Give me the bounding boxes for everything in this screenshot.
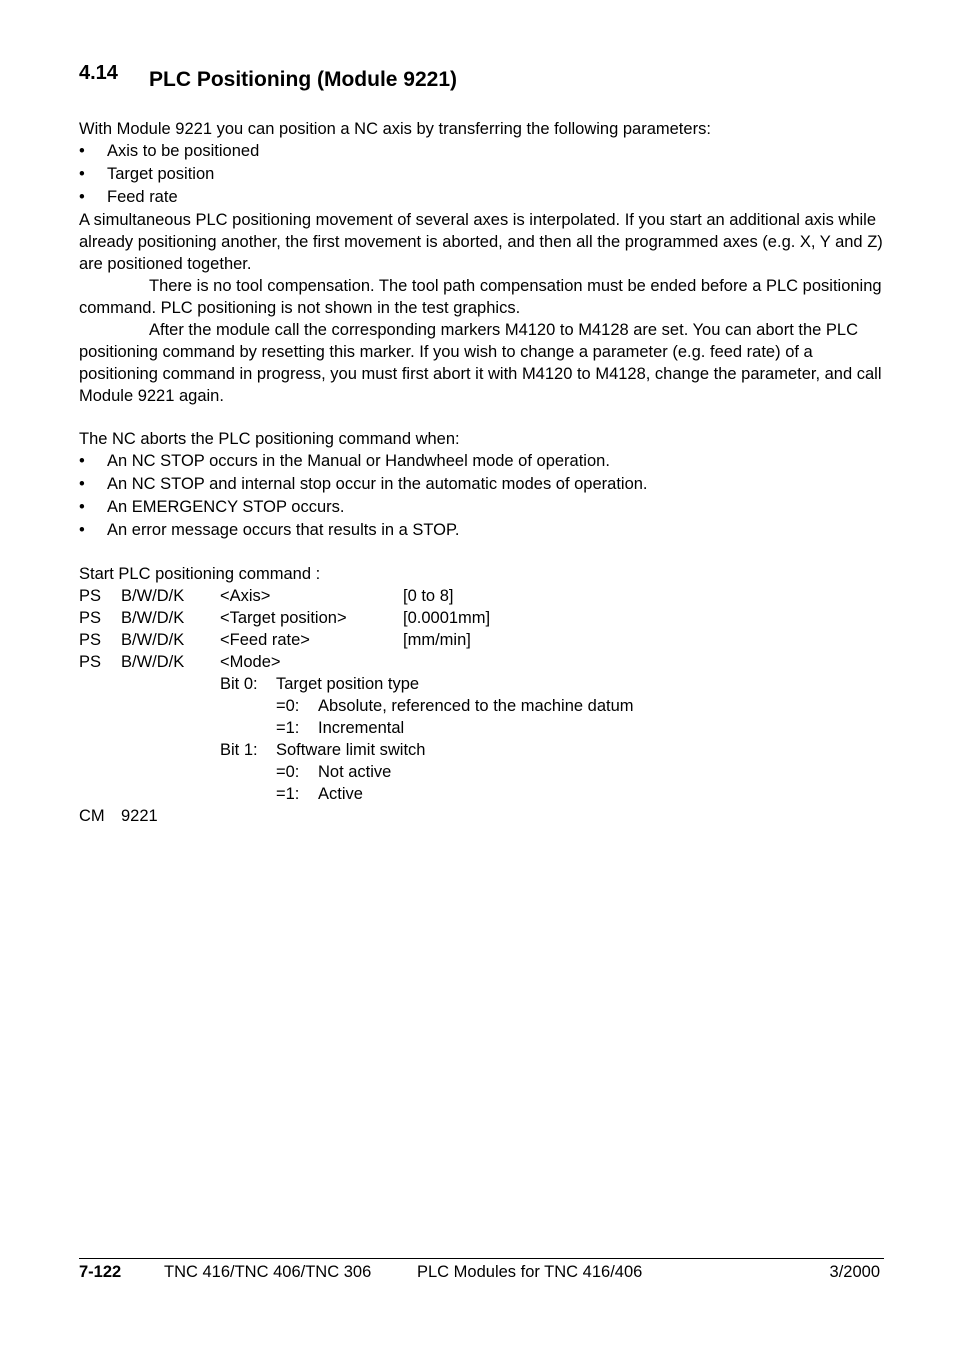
ps-row-target [79,607,889,629]
mode-bit-0-value [79,717,889,739]
module-number: 9221 [121,807,158,825]
bit-desc: Target position type [276,675,420,693]
list-item: • An error message occurs that results in a STOP. [79,519,889,542]
list-item: • Axis to be positioned [79,140,889,163]
start-command-label: Start PLC positioning command : [79,565,321,583]
footer-doc-title: PLC Modules for TNC 416/406 [417,1263,643,1281]
code-type: B/W/D/K [121,631,185,649]
bit-value-desc: Not active [318,763,392,781]
code-block [79,585,889,827]
list-item: • An EMERGENCY STOP occurs. [79,496,889,519]
page-footer [79,1258,884,1281]
code-param: <Axis> [220,587,271,605]
list-item: • An NC STOP occurs in the Manual or Handwheel mode of operation. [79,450,889,473]
code-range: [mm/min] [403,631,471,649]
section-title: PLC Positioning (Module 9221) [149,68,458,91]
parameter-list [79,140,889,209]
code-range: [0.0001mm] [403,609,491,627]
abort-list [79,450,889,542]
marker-paragraph: After the module call the corresponding markers M4120 to M4128 are set. You can abort the PLC positioning command by resetting this marker. If you wish to change a parameter (e.g. feed rate) of a positioning command in progress, you must first abort it with M4120 to M4128, change the parameter, and call Module 9221 again. [79,321,882,405]
mode-bit-0 [79,673,889,695]
interpolation-paragraph: A simultaneous PLC positioning movement of several axes is interpolated. If you start an additional axis while already positioning another, the first movement is aborted, and then all the programmed axes (e.g. X, Y and Z) are positioned together. [79,211,883,273]
compensation-paragraph: There is no tool compensation. The tool path compensation must be ended before a PLC positioning command. PLC positioning is not shown in the test graphics. [79,277,882,317]
bit-label: Bit 0: [220,675,258,693]
code-cmd: PS [79,631,102,649]
abort-intro: The NC aborts the PLC positioning command when: [79,430,460,448]
bit-value-desc: Active [318,785,363,803]
bit-value: =1: [276,719,300,737]
cm-row [79,805,889,827]
bit-value: =0: [276,763,300,781]
bit-value-desc: Absolute, referenced to the machine datum [318,697,634,715]
mode-bit-1-value [79,761,889,783]
mode-bit-1 [79,739,889,761]
footer-model: TNC 416/TNC 406/TNC 306 [164,1263,372,1281]
section-number: 4.14 [79,62,118,84]
code-param: <Mode> [220,653,281,671]
list-item: • Feed rate [79,186,889,209]
code-cmd: PS [79,587,102,605]
page-number: 7-122 [79,1263,122,1281]
bit-label: Bit 1: [220,741,258,759]
intro-paragraph: With Module 9221 you can position a NC axis by transferring the following parameters: [79,120,711,138]
code-param: <Feed rate> [220,631,310,649]
code-cmd: CM [79,807,105,825]
bit-desc: Software limit switch [276,741,426,759]
footer-date: 3/2000 [829,1263,880,1281]
code-type: B/W/D/K [121,653,185,671]
list-item: • An NC STOP and internal stop occur in the automatic modes of operation. [79,473,889,496]
list-item: • Target position [79,163,889,186]
code-type: B/W/D/K [121,609,185,627]
ps-row-feed [79,629,889,651]
mode-bit-1-value [79,783,889,805]
code-range: [0 to 8] [403,587,454,605]
ps-row-mode [79,651,889,673]
ps-row-axis [79,585,889,607]
code-param: <Target position> [220,609,347,627]
bit-value: =1: [276,785,300,803]
code-cmd: PS [79,653,102,671]
mode-bit-0-value [79,695,889,717]
body-text [79,118,889,827]
code-type: B/W/D/K [121,587,185,605]
code-cmd: PS [79,609,102,627]
bit-value-desc: Incremental [318,719,405,737]
bit-value: =0: [276,697,300,715]
